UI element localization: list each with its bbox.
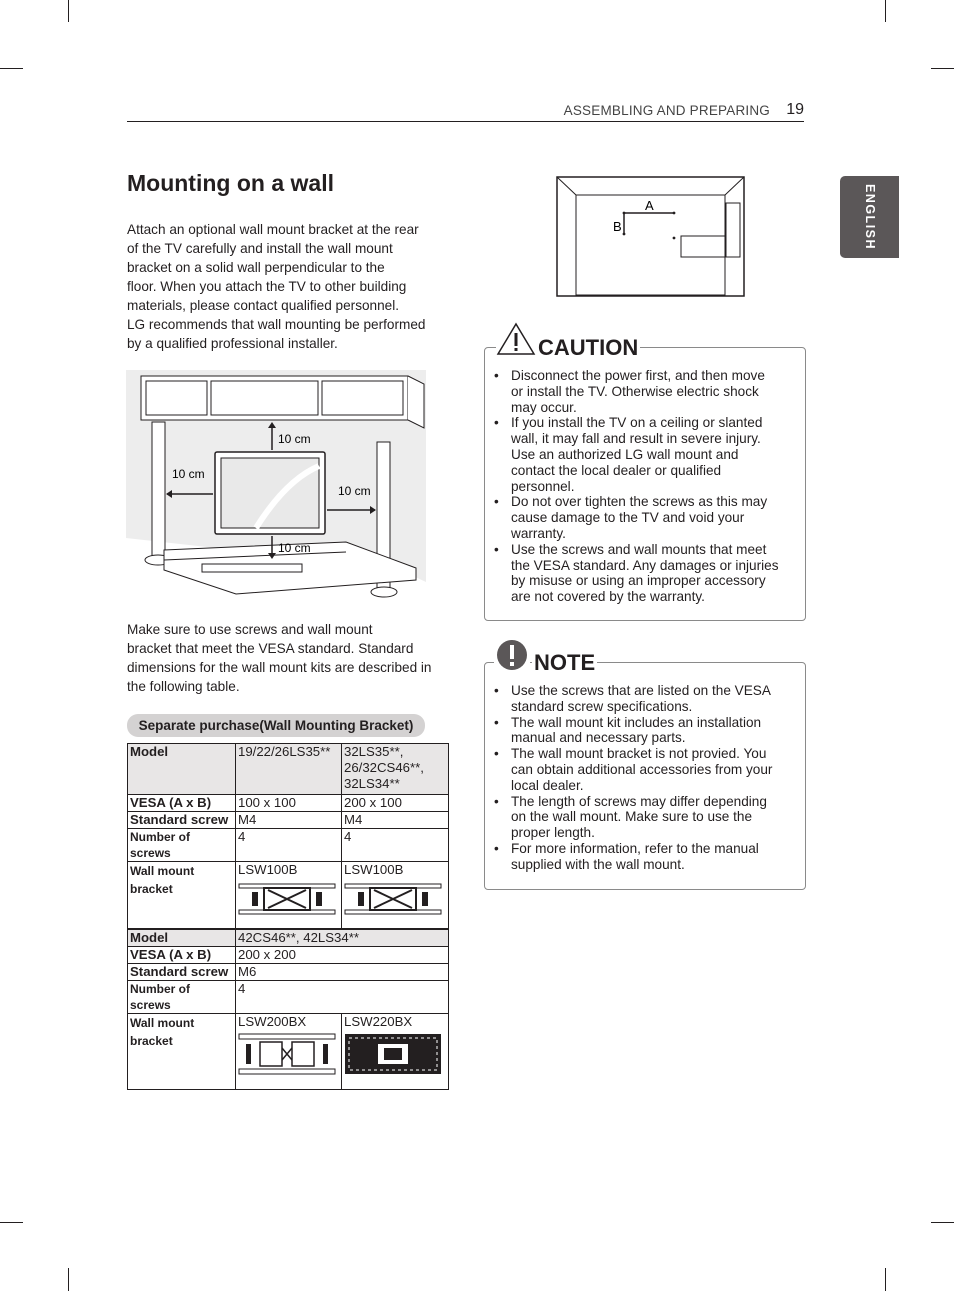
text-line: the following table. bbox=[127, 679, 240, 694]
screw-value: M6 bbox=[236, 964, 449, 981]
page-header bbox=[127, 101, 804, 122]
page-title: Mounting on a wall bbox=[127, 170, 334, 196]
crop-mark bbox=[68, 1268, 69, 1291]
text-line: Wall mount bbox=[130, 1016, 195, 1030]
text-line: LG recommends that wall mounting be performed bbox=[127, 317, 426, 332]
caution-title: CAUTION bbox=[538, 335, 639, 360]
list-item bbox=[511, 368, 805, 415]
text-line: manual and necessary parts. bbox=[511, 730, 686, 746]
text-line: contact the local dealer or qualified bbox=[511, 462, 722, 478]
bracket-cell-b bbox=[342, 862, 449, 929]
table-row bbox=[128, 829, 449, 862]
screw-count-label bbox=[128, 829, 236, 862]
crop-mark bbox=[68, 0, 69, 22]
text-line: Use the screws and wall mounts that meet bbox=[511, 541, 767, 557]
language-tab bbox=[840, 176, 899, 258]
bracket-table-2 bbox=[127, 929, 449, 1090]
bracket-cell-a bbox=[236, 1014, 342, 1090]
table-row bbox=[128, 930, 449, 947]
text-line: by a qualified professional installer. bbox=[127, 336, 338, 351]
text-line: Disconnect the power first, and then move bbox=[511, 368, 765, 383]
model-value-b bbox=[342, 744, 449, 795]
text-line: Use the screws that are listed on the VESA bbox=[511, 683, 771, 698]
text-line: Do not over tighten the screws as this may bbox=[511, 494, 768, 510]
crop-mark bbox=[885, 1268, 886, 1291]
bracket-label bbox=[128, 862, 236, 929]
text-line: on the wall mount. Make sure to use the bbox=[511, 809, 753, 825]
model-label: Model bbox=[128, 930, 236, 947]
text-line: can obtain additional accessories from your bbox=[511, 761, 773, 777]
list-item bbox=[511, 494, 805, 541]
text-line: wall, it may fall and result in severe injury. bbox=[511, 431, 761, 447]
text-line: Number of bbox=[130, 982, 190, 996]
text-line: Attach an optional wall mount bracket at the rear bbox=[127, 222, 419, 237]
screw-count-b: 4 bbox=[342, 829, 449, 862]
screw-count-label bbox=[128, 981, 236, 1014]
bracket-label bbox=[128, 1014, 236, 1090]
vesa-value: 200 x 200 bbox=[236, 947, 449, 964]
text-line: Wall mount bbox=[130, 864, 195, 878]
text-line: by misuse or using an improper accessory bbox=[511, 573, 766, 589]
clearance-illustration bbox=[126, 370, 428, 606]
model-value-a: 19/22/26LS35** bbox=[236, 744, 342, 795]
dimension-b-label: B bbox=[613, 219, 622, 234]
crop-mark bbox=[931, 68, 954, 69]
table-title: Separate purchase(Wall Mounting Bracket) bbox=[127, 714, 425, 737]
text-line: bracket bbox=[130, 1034, 173, 1048]
bracket-cell-b bbox=[342, 1014, 449, 1090]
crop-mark bbox=[931, 1222, 954, 1223]
bracket-illustration bbox=[238, 882, 336, 916]
list-item bbox=[511, 794, 805, 841]
section-title: ASSEMBLING AND PREPARING bbox=[563, 103, 770, 118]
text-line: If you install the TV on a ceiling or slanted bbox=[511, 415, 763, 431]
note-title: NOTE bbox=[534, 650, 596, 675]
vesa-value-a: 100 x 100 bbox=[236, 795, 342, 812]
bottom-clearance-label: 10 cm bbox=[278, 541, 311, 555]
bracket-cell-a bbox=[236, 862, 342, 929]
screw-label: Standard screw bbox=[128, 812, 236, 829]
text-line: The wall mount kit includes an installation bbox=[511, 714, 762, 730]
text-line: supplied with the wall mount. bbox=[511, 856, 685, 872]
left-clearance-label: 10 cm bbox=[172, 467, 205, 481]
list-item bbox=[511, 415, 805, 494]
crop-mark bbox=[0, 68, 23, 69]
screw-count-a: 4 bbox=[236, 829, 342, 862]
text-line: bracket on a solid wall perpendicular to the bbox=[127, 260, 385, 275]
bracket-illustration bbox=[344, 882, 442, 916]
bracket-model-a: LSW200BX bbox=[238, 1014, 307, 1029]
intro-paragraph bbox=[127, 220, 425, 353]
crop-mark bbox=[885, 0, 886, 22]
text-line: The wall mount bracket is not provied. You bbox=[511, 746, 767, 762]
table-row bbox=[128, 795, 449, 812]
model-label: Model bbox=[128, 744, 236, 795]
text-line: screws bbox=[130, 846, 171, 860]
text-line: dimensions for the wall mount kits are described in bbox=[127, 660, 432, 675]
table-row bbox=[128, 744, 449, 795]
text-line: proper length. bbox=[511, 825, 595, 841]
table-row bbox=[128, 981, 449, 1014]
caution-box bbox=[484, 347, 806, 621]
page-number: 19 bbox=[786, 101, 804, 118]
vesa-label: VESA (A x B) bbox=[128, 947, 236, 964]
right-clearance-label: 10 cm bbox=[338, 484, 371, 498]
bracket-illustration bbox=[238, 1032, 336, 1076]
screw-value-b: M4 bbox=[342, 812, 449, 829]
text-line: local dealer. bbox=[511, 777, 584, 793]
text-line: 32LS34** bbox=[344, 776, 400, 791]
text-line: screws bbox=[130, 998, 171, 1012]
screw-label: Standard screw bbox=[128, 964, 236, 981]
bracket-model-b: LSW100B bbox=[344, 862, 404, 877]
exclamation-circle-icon bbox=[494, 638, 530, 674]
bracket-table-1 bbox=[127, 743, 449, 929]
text-line: may occur. bbox=[511, 399, 577, 415]
vesa-paragraph bbox=[127, 620, 432, 696]
list-item bbox=[511, 746, 805, 793]
dimension-a-label: A bbox=[645, 198, 654, 213]
model-value: 42CS46**, 42LS34** bbox=[236, 930, 449, 947]
list-item bbox=[511, 715, 805, 747]
text-line: warranty. bbox=[511, 525, 566, 541]
text-line: The length of screws may differ depending bbox=[511, 793, 767, 809]
bracket-model-a: LSW100B bbox=[238, 862, 298, 877]
text-line: 26/32CS46**, bbox=[344, 760, 424, 775]
crop-mark bbox=[0, 1222, 23, 1223]
list-item bbox=[511, 841, 805, 873]
text-line: Use an authorized LG wall mount and bbox=[511, 446, 739, 462]
vesa-label: VESA (A x B) bbox=[128, 795, 236, 812]
table-row bbox=[128, 812, 449, 829]
table-row bbox=[128, 1014, 449, 1090]
language-tab-label: ENGLISH bbox=[862, 183, 877, 251]
text-line: cause damage to the TV and void your bbox=[511, 510, 745, 526]
vesa-value-b: 200 x 100 bbox=[342, 795, 449, 812]
table-row bbox=[128, 964, 449, 981]
bracket-illustration bbox=[344, 1032, 442, 1076]
table-row bbox=[128, 947, 449, 964]
text-line: Number of bbox=[130, 830, 190, 844]
text-line: bracket that meet the VESA standard. Standard bbox=[127, 641, 414, 656]
table-row bbox=[128, 862, 449, 929]
text-line: 32LS35**, bbox=[344, 744, 404, 759]
text-line: standard screw specifications. bbox=[511, 698, 693, 714]
text-line: materials, please contact qualified personnel. bbox=[127, 298, 400, 313]
note-box bbox=[484, 662, 806, 890]
text-line: floor. When you attach the TV to other building bbox=[127, 279, 407, 294]
text-line: Make sure to use screws and wall mount bbox=[127, 622, 373, 637]
vesa-dimension-illustration bbox=[556, 176, 746, 298]
list-item bbox=[511, 542, 805, 605]
text-line: the VESA standard. Any damages or injuries bbox=[511, 557, 779, 573]
top-clearance-label: 10 cm bbox=[278, 432, 311, 446]
list-item bbox=[511, 683, 805, 715]
bracket-model-b: LSW220BX bbox=[344, 1014, 413, 1029]
text-line: or install the TV. Otherwise electric shock bbox=[511, 383, 759, 399]
screw-value-a: M4 bbox=[236, 812, 342, 829]
text-line: bracket bbox=[130, 882, 173, 896]
text-line: of the TV carefully and install the wall mount bbox=[127, 241, 393, 256]
text-line: For more information, refer to the manual bbox=[511, 840, 759, 856]
text-line: personnel. bbox=[511, 478, 575, 494]
warning-triangle-icon bbox=[496, 322, 536, 356]
screw-count: 4 bbox=[236, 981, 449, 1014]
text-line: are not covered by the warranty. bbox=[511, 589, 705, 605]
